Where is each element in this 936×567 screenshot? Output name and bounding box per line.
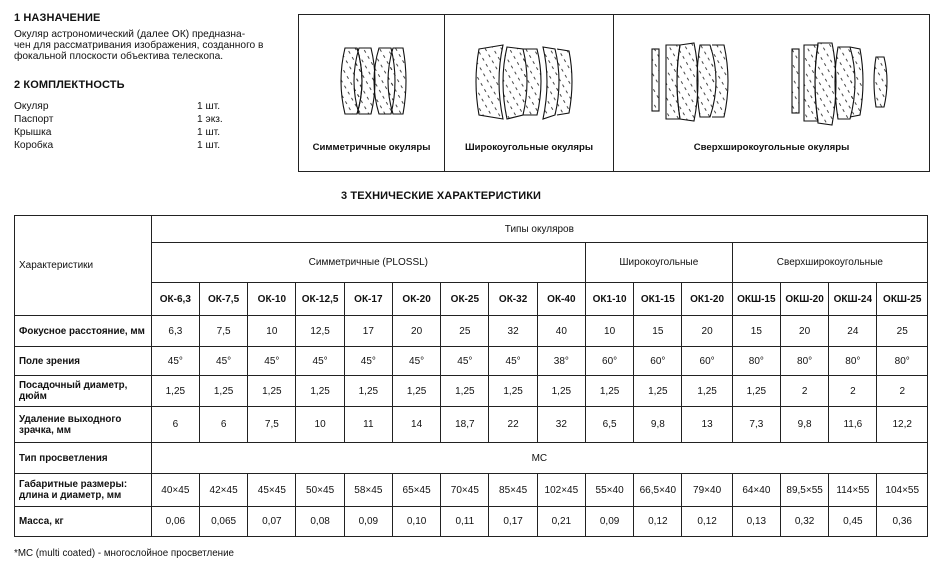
value-cell: 70×45 — [441, 474, 489, 507]
value-cell: 2 — [780, 376, 828, 407]
value-cell: 2 — [829, 376, 877, 407]
value-cell: 85×45 — [489, 474, 537, 507]
kit-item-qty: 1 шт. — [197, 101, 221, 112]
value-cell: 45° — [151, 347, 199, 376]
footnote: *МС (multi coated) - многослойное просветление — [14, 548, 234, 559]
value-cell: 45° — [296, 347, 344, 376]
value-cell: 89,5×55 — [780, 474, 828, 507]
table-row — [15, 407, 928, 443]
value-cell: 45° — [441, 347, 489, 376]
model-code: ОК-40 — [537, 283, 585, 316]
value-cell: 1,25 — [344, 376, 392, 407]
value-cell: 25 — [441, 316, 489, 347]
table-models-row — [15, 283, 928, 316]
diagram-wide — [444, 14, 614, 172]
row-label: Тип просветления — [15, 443, 152, 474]
value-cell: 60° — [585, 347, 633, 376]
diagram-caption: Широкоугольные окуляры — [464, 142, 594, 153]
group-header: Сверхширокоугольные — [732, 243, 927, 283]
kit-item-name: Коробка — [14, 140, 54, 151]
table-row — [15, 316, 928, 347]
value-cell: 10 — [585, 316, 633, 347]
value-cell: 6 — [151, 407, 199, 443]
model-code: ОК-7,5 — [199, 283, 247, 316]
value-cell: 0,07 — [248, 507, 296, 537]
purpose-line: фокальной плоскости объектива телескопа. — [14, 51, 224, 62]
value-cell: 1,25 — [392, 376, 440, 407]
value-cell: 17 — [344, 316, 392, 347]
value-cell: 0,45 — [829, 507, 877, 537]
diagram-ultrawide — [613, 14, 930, 172]
value-cell: 20 — [780, 316, 828, 347]
value-cell: 45° — [248, 347, 296, 376]
value-cell: 10 — [296, 407, 344, 443]
section-purpose-title: 1 НАЗНАЧЕНИЕ — [14, 12, 101, 24]
value-cell: 32 — [489, 316, 537, 347]
value-cell: 6,3 — [151, 316, 199, 347]
purpose-line: Окуляр астрономический (далее ОК) предназна- — [14, 29, 246, 40]
row-label: Фокусное расстояние, мм — [15, 316, 152, 347]
value-cell: 11 — [344, 407, 392, 443]
value-cell: 6 — [199, 407, 247, 443]
kit-item-name: Крышка — [14, 127, 52, 138]
value-cell: 0,065 — [199, 507, 247, 537]
table-row — [15, 443, 928, 474]
table-row — [15, 376, 928, 407]
value-cell: 42×45 — [199, 474, 247, 507]
model-code: ОК-6,3 — [151, 283, 199, 316]
value-cell: 0,09 — [585, 507, 633, 537]
value-cell: 1,25 — [489, 376, 537, 407]
value-cell: 9,8 — [780, 407, 828, 443]
value-cell: 45° — [489, 347, 537, 376]
kit-item — [14, 101, 244, 113]
specs-table — [14, 215, 928, 537]
value-cell: 80° — [732, 347, 780, 376]
value-cell: 1,25 — [634, 376, 682, 407]
table-row — [15, 474, 928, 507]
value-cell: 50×45 — [296, 474, 344, 507]
value-cell: 60° — [634, 347, 682, 376]
model-code: ОК-32 — [489, 283, 537, 316]
value-cell: 7,5 — [248, 407, 296, 443]
value-cell: 38° — [537, 347, 585, 376]
table-types-row — [15, 216, 928, 243]
value-cell: 0,12 — [682, 507, 732, 537]
value-cell: 12,5 — [296, 316, 344, 347]
value-cell: 1,25 — [732, 376, 780, 407]
value-cell: 0,13 — [732, 507, 780, 537]
section-specs-title: 3 ТЕХНИЧЕСКИЕ ХАРАКТЕРИСТИКИ — [341, 190, 542, 202]
row-label: Масса, кг — [15, 507, 152, 537]
model-code: ОК-12,5 — [296, 283, 344, 316]
section-purpose-text — [14, 29, 289, 62]
model-code: ОК-10 — [248, 283, 296, 316]
kit-item-name: Паспорт — [14, 114, 54, 125]
value-cell: 104×55 — [877, 474, 928, 507]
value-cell: 80° — [780, 347, 828, 376]
table-row — [15, 347, 928, 376]
value-cell: 1,25 — [151, 376, 199, 407]
value-cell: 45° — [199, 347, 247, 376]
value-cell: 25 — [877, 316, 928, 347]
value-cell: 7,5 — [199, 316, 247, 347]
value-cell: 1,25 — [441, 376, 489, 407]
value-cell: 40×45 — [151, 474, 199, 507]
value-cell: 79×40 — [682, 474, 732, 507]
value-cell: 0,09 — [344, 507, 392, 537]
model-code: ОК-17 — [344, 283, 392, 316]
value-cell: 0,06 — [151, 507, 199, 537]
kit-item — [14, 140, 244, 152]
diagram-caption: Симметричные окуляры — [312, 142, 431, 153]
table-groups-row — [15, 243, 928, 283]
value-cell: 1,25 — [296, 376, 344, 407]
value-cell: 0,36 — [877, 507, 928, 537]
value-cell: 15 — [634, 316, 682, 347]
value-cell: 55×40 — [585, 474, 633, 507]
value-cell: 32 — [537, 407, 585, 443]
value-cell: 13 — [682, 407, 732, 443]
value-cell: 2 — [877, 376, 928, 407]
value-cell: 22 — [489, 407, 537, 443]
value-cell: 0,17 — [489, 507, 537, 537]
value-cell: 12,2 — [877, 407, 928, 443]
model-code: ОК-20 — [392, 283, 440, 316]
value-cell: 114×55 — [829, 474, 877, 507]
value-cell: 1,25 — [682, 376, 732, 407]
value-cell: 1,25 — [199, 376, 247, 407]
value-cell: 0,08 — [296, 507, 344, 537]
model-code: ОК1-10 — [585, 283, 633, 316]
value-cell: 102×45 — [537, 474, 585, 507]
value-cell: 18,7 — [441, 407, 489, 443]
kit-item — [14, 114, 244, 126]
group-header: Широкоугольные — [585, 243, 732, 283]
value-cell: 1,25 — [248, 376, 296, 407]
value-cell: 66,5×40 — [634, 474, 682, 507]
value-cell: 15 — [732, 316, 780, 347]
model-code: ОКШ-15 — [732, 283, 780, 316]
model-code: ОКШ-25 — [877, 283, 928, 316]
types-header: Типы окуляров — [151, 216, 927, 243]
value-cell: 20 — [682, 316, 732, 347]
section-kit-title: 2 КОМПЛЕКТНОСТЬ — [14, 79, 125, 91]
value-cell: 45° — [392, 347, 440, 376]
value-cell: 9,8 — [634, 407, 682, 443]
value-cell: 65×45 — [392, 474, 440, 507]
model-code: ОКШ-20 — [780, 283, 828, 316]
diagram-symmetric — [298, 14, 445, 172]
kit-item-name: Окуляр — [14, 101, 49, 112]
value-cell: 20 — [392, 316, 440, 347]
purpose-line: чен для рассматривания изображения, созданного в — [14, 40, 264, 51]
table-corner: Характеристики — [15, 216, 152, 316]
value-cell: 24 — [829, 316, 877, 347]
value-cell: 64×40 — [732, 474, 780, 507]
value-cell: 0,32 — [780, 507, 828, 537]
value-cell: 14 — [392, 407, 440, 443]
group-header: Симметричные (PLOSSL) — [151, 243, 585, 283]
value-cell: 0,11 — [441, 507, 489, 537]
row-label: Поле зрения — [15, 347, 152, 376]
value-cell: 6,5 — [585, 407, 633, 443]
value-cell: 0,21 — [537, 507, 585, 537]
value-cell: 58×45 — [344, 474, 392, 507]
table-row — [15, 507, 928, 537]
value-cell: 0,12 — [634, 507, 682, 537]
model-code: ОК-25 — [441, 283, 489, 316]
value-cell: 1,25 — [537, 376, 585, 407]
kit-item-qty: 1 шт. — [197, 127, 221, 138]
merged-value-cell: МС — [151, 443, 927, 474]
kit-item-qty: 1 шт. — [197, 140, 221, 151]
value-cell: 10 — [248, 316, 296, 347]
value-cell: 80° — [877, 347, 928, 376]
value-cell: 0,10 — [392, 507, 440, 537]
value-cell: 7,3 — [732, 407, 780, 443]
value-cell: 11,6 — [829, 407, 877, 443]
model-code: ОКШ-24 — [829, 283, 877, 316]
value-cell: 40 — [537, 316, 585, 347]
value-cell: 80° — [829, 347, 877, 376]
kit-item — [14, 127, 244, 139]
row-label: Удаление выходного зрачка, мм — [15, 407, 152, 443]
value-cell: 1,25 — [585, 376, 633, 407]
diagram-caption: Сверхширокоугольные окуляры — [693, 142, 850, 153]
value-cell: 45×45 — [248, 474, 296, 507]
value-cell: 45° — [344, 347, 392, 376]
model-code: ОК1-15 — [634, 283, 682, 316]
model-code: ОК1-20 — [682, 283, 732, 316]
row-label: Габаритные размеры: длина и диаметр, мм — [15, 474, 152, 507]
kit-item-qty: 1 экз. — [197, 114, 223, 125]
value-cell: 60° — [682, 347, 732, 376]
row-label: Посадочный диаметр, дюйм — [15, 376, 152, 407]
